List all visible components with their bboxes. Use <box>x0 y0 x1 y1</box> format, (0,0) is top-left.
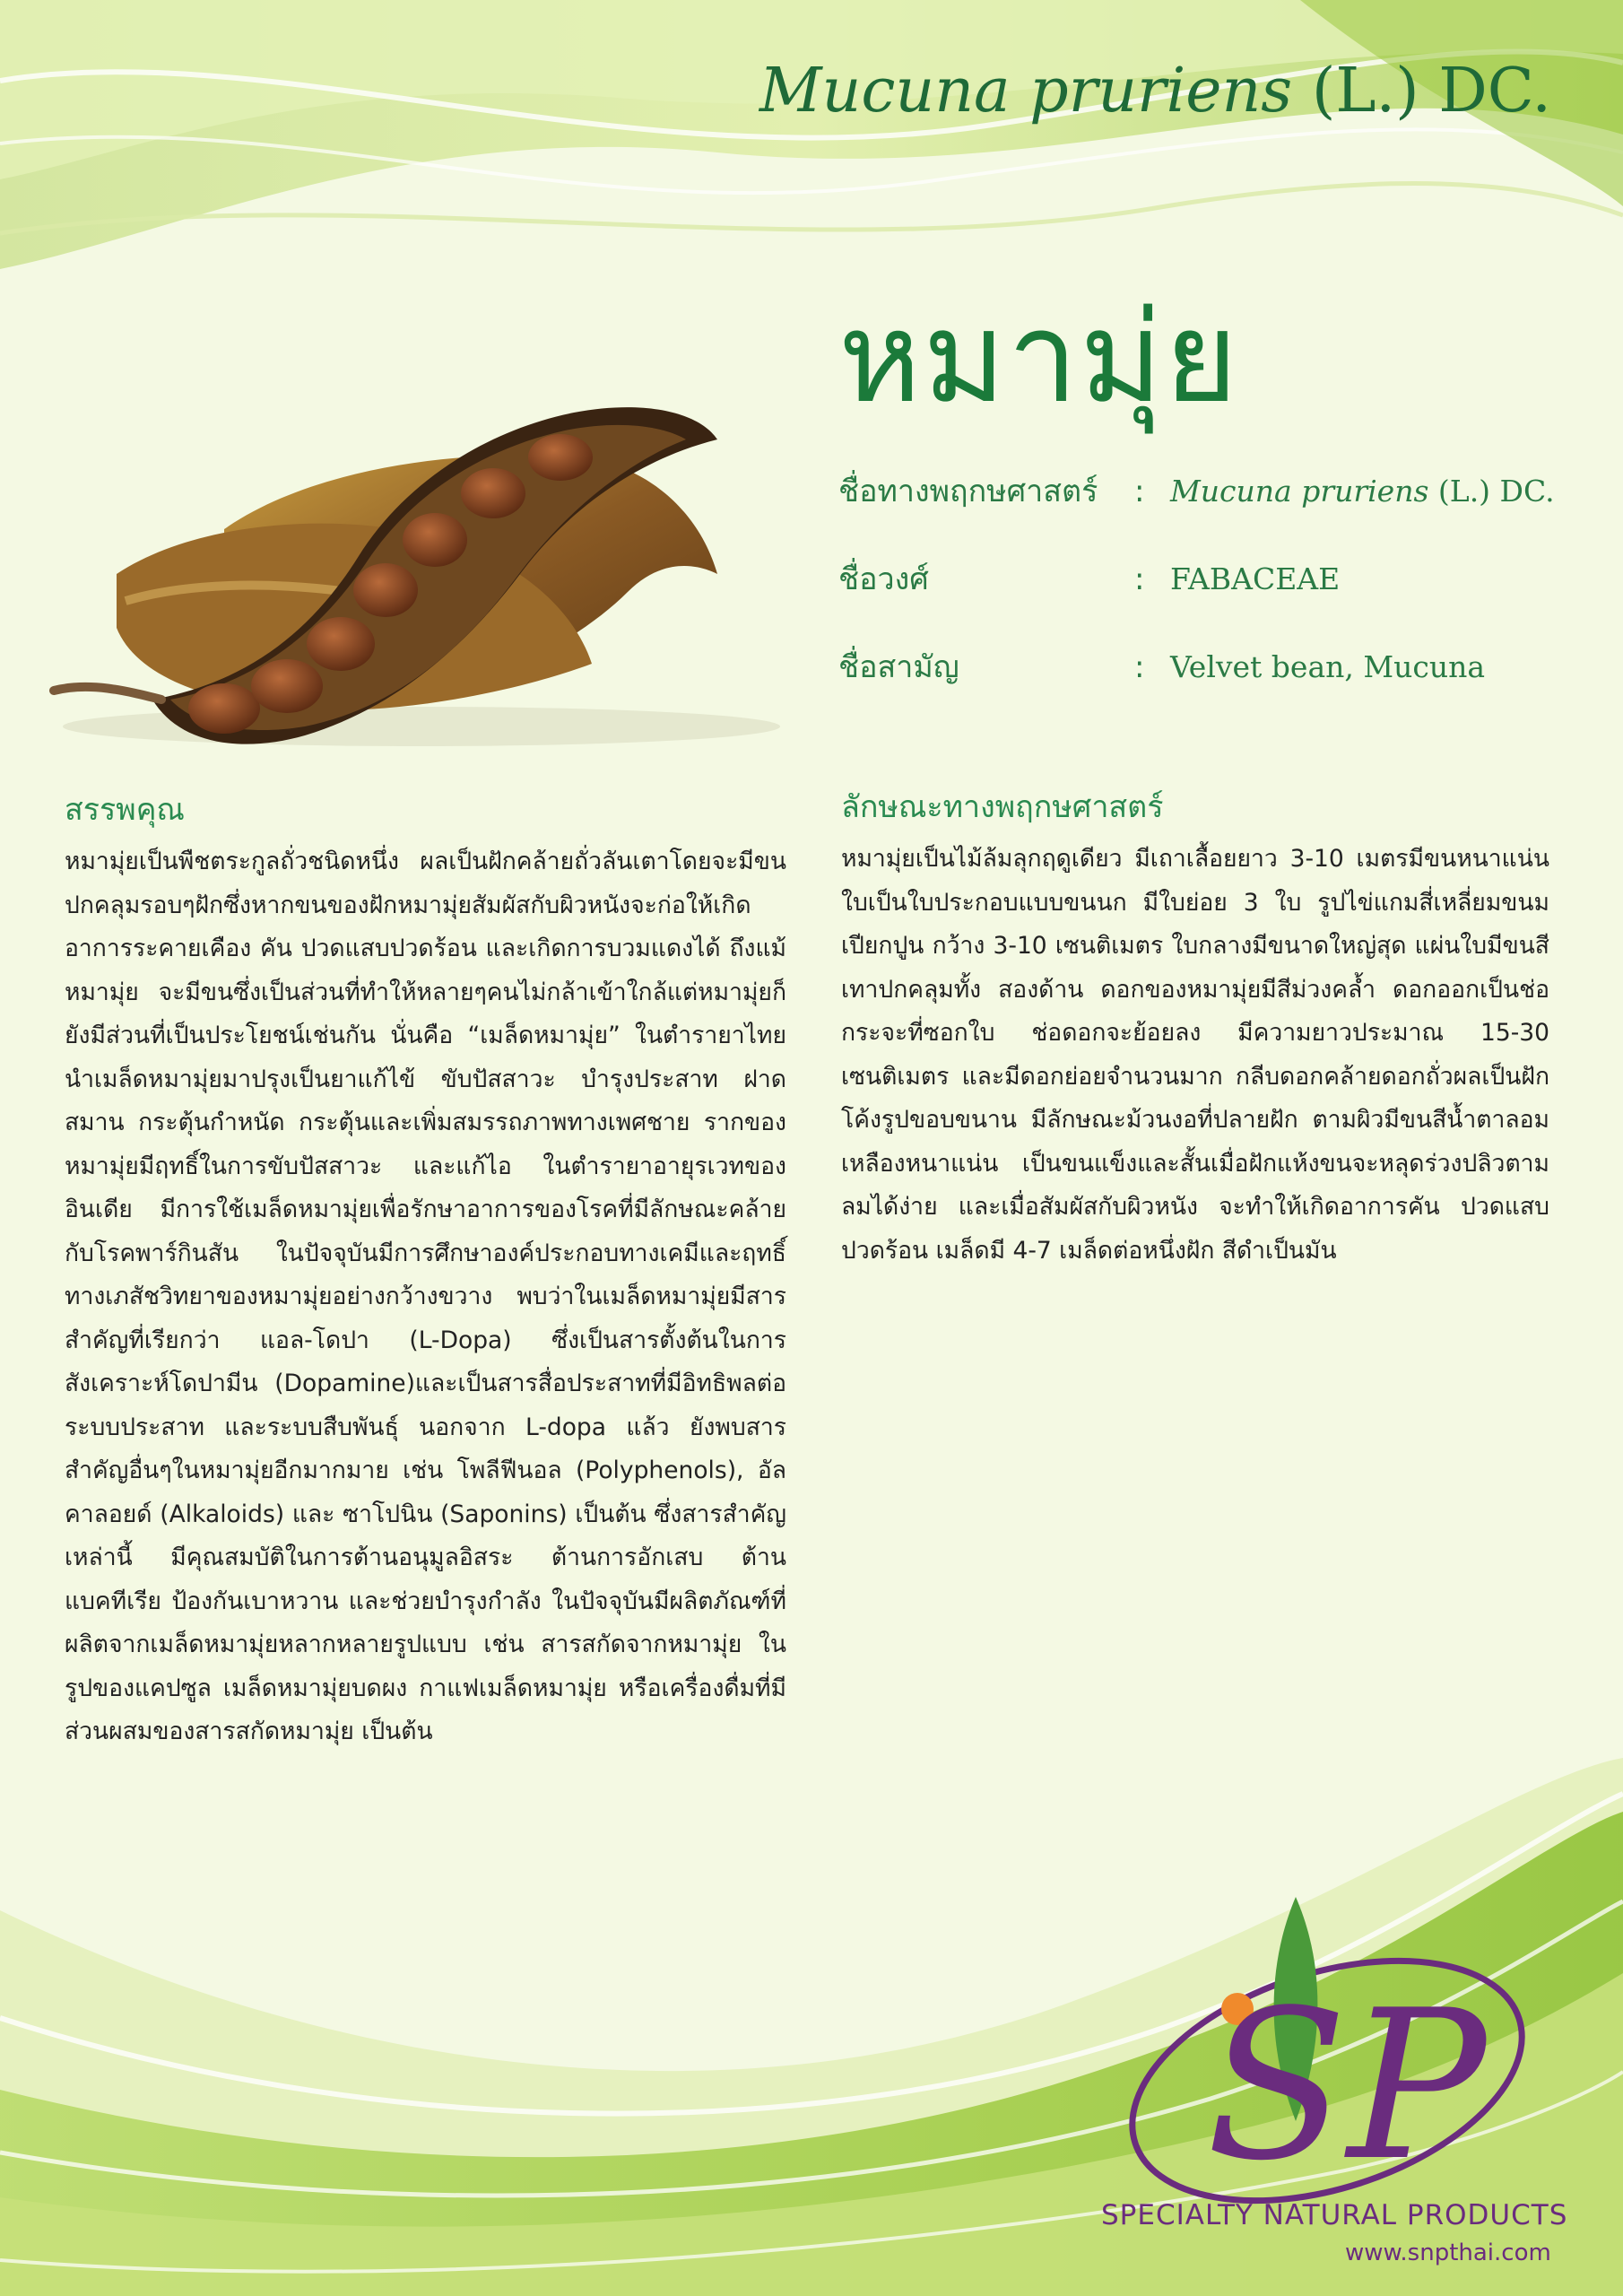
info-colon: : <box>1134 649 1145 685</box>
info-row-family <box>838 554 1574 642</box>
logo-letters: SP <box>1206 1967 1487 2206</box>
info-value-text: FABACEAE <box>1170 561 1341 596</box>
section-properties <box>65 785 786 1754</box>
info-row-botanical-name <box>838 466 1574 554</box>
section-body-botany: หมามุ่ยเป็นไม้ล้มลุกฤดูเดียว มีเถาเลื้อยยาว 3-10 เมตรมีขนหนาแน่น ใบเป็นใบประกอบแบบขนนก มีใบย่อย 3 ใบ รูปไข่แกมสี่เหลี่ยมขนมเปียกปูน กว้าง 3-10 เซนติเมตร ใบกลางมีขนาดใหญ่สุด แผ่นใบมีขนสีเทาปกคลุมทั้ง สองด้าน ดอกของหมามุ่ยมีสีม่วงคล้ำ ดอกออกเป็นช่อกระจะที่ซอกใบ ช่อดอกจะย้อยลง มีความยาวประมาณ 15-30 เซนติเมตร และมีดอกย่อยจำนวนมาก กลีบดอกคล้ายดอกถั่วผลเป็นฝักโค้งรูปขอบขนาน มีลักษณะม้วนงอที่ปลายฝัก ตามผิวมีขนสีน้ำตาลอมเหลืองหนาแน่น เป็นขนแข็งและสั้นเมื่อฝักแห้งขนจะหลุดร่วงปลิวตามลมได้ง่าย และเมื่อสัมผัสกับผิวหนัง จะทำให้เกิดอาการคัน ปวดแสบ ปวดร้อน เมล็ดมี 4-7 เมล็ดต่อหนึ่งฝัก สีดำเป็นมัน <box>841 845 1549 1265</box>
company-url: www.snpthai.com <box>1345 2239 1551 2266</box>
info-value-text: Velvet bean, Mucuna <box>1170 649 1486 684</box>
info-label: ชื่อทางพฤกษศาสตร์ <box>838 474 1098 509</box>
info-colon: : <box>1134 474 1145 509</box>
velvet-bean-pod-image <box>18 305 807 771</box>
company-name: SPECIALTY NATURAL PRODUCTS <box>1101 2199 1568 2231</box>
page-title: หมามุ่ย <box>838 285 1240 431</box>
info-value <box>1170 561 1340 596</box>
info-row-common-name <box>838 642 1574 730</box>
header-name-italic: Mucuna pruriens <box>759 56 1293 126</box>
header-name-author: (L.) DC. <box>1311 56 1551 126</box>
info-value-text: (L.) DC. <box>1437 474 1555 509</box>
info-value <box>1170 649 1485 684</box>
section-heading-properties: สรรพคุณ <box>65 792 185 828</box>
plant-info-table <box>838 466 1574 730</box>
section-body-properties: หมามุ่ยเป็นพืชตระกูลถั่วชนิดหนึ่ง ผลเป็นฝักคล้ายถั่วลันเตาโดยจะมีขนปกคลุมรอบๆฝักซึ่งหากขนของฝักหมามุ่ยสัมผัสกับผิวหนังจะก่อให้เกิดอาการระคายเคือง คัน ปวดแสบปวดร้อน และเกิดการบวมแดงได้ ถึงแม้หมามุ่ย จะมีขนซึ่งเป็นส่วนที่ทำให้หลายๆคนไม่กล้าเข้าใกล้แต่หมามุ่ยก็ยังมีส่วนที่เป็นประโยชน์เช่นกัน นั่นคือ “เมล็ดหมามุ่ย” ในตำรายาไทยนำเมล็ดหมามุ่ยมาปรุงเป็นยาแก้ไข้ ขับปัสสาวะ บำรุงประสาท ฝาดสมาน กระตุ้นกำหนัด กระตุ้นและเพิ่มสมรรถภาพทางเพศชาย รากของหมามุ่ยมีฤทธิ์ในการขับปัสสาวะ และแก้ไอ ในตำรายาอายุรเวทของ อินเดีย มีการใช้เมล็ดหมามุ่ยเพื่อรักษาอาการของโรคที่มีลักษณะคล้ายกับโรคพาร์กินสัน ในปัจจุบันมีการศึกษาองค์ประกอบทางเคมีและฤทธิ์ทางเภสัชวิทยาของหมามุ่ยอย่างกว้างขวาง พบว่าในเมล็ดหมามุ่ยมีสารสำคัญที่เรียกว่า แอล-โดปา (L-Dopa) ซึ่งเป็นสารตั้งต้นในการสังเคราะห์โดปามีน (Dopamine)และเป็นสารสื่อประสาทที่มีอิทธิพลต่อระบบประสาท และระบบสืบพันธุ์ นอกจาก L-dopa แล้ว ยังพบสารสำคัญอื่นๆในหมามุ่ยอีกมากมาย เช่น โพลีฟีนอล (Polyphenols), อัลคาลอยด์ (Alkaloids) และ ซาโปนิน (Saponins) เป็นต้น ซึ่งสารสำคัญเหล่านี้ มีคุณสมบัติในการต้านอนุมูลอิสระ ต้านการอักเสบ ต้านแบคทีเรีย ป้องกันเบาหวาน และช่วยบำรุงกำลัง ในปัจจุบันมีผลิตภัณฑ์ที่ผลิตจากเมล็ดหมามุ่ยหลากหลายรูปแบบ เช่น สารสกัดจากหมามุ่ย ในรูปของแคปซูล เมล็ดหมามุ่ยบดผง กาแฟเมล็ดหมามุ่ย หรือเครื่องดื่มที่มีส่วนผสมของสารสกัดหมามุ่ย เป็นต้น <box>65 848 786 1745</box>
info-label: ชื่อสามัญ <box>838 649 959 685</box>
header-scientific-name <box>759 56 1551 126</box>
info-colon: : <box>1134 561 1145 597</box>
info-value <box>1170 474 1555 509</box>
info-label: ชื่อวงศ์ <box>838 561 929 597</box>
info-value-italic: Mucuna pruriens <box>1170 474 1429 509</box>
section-heading-botany: ลักษณะทางพฤกษศาสตร์ <box>841 789 1164 825</box>
section-botany <box>841 782 1549 1273</box>
